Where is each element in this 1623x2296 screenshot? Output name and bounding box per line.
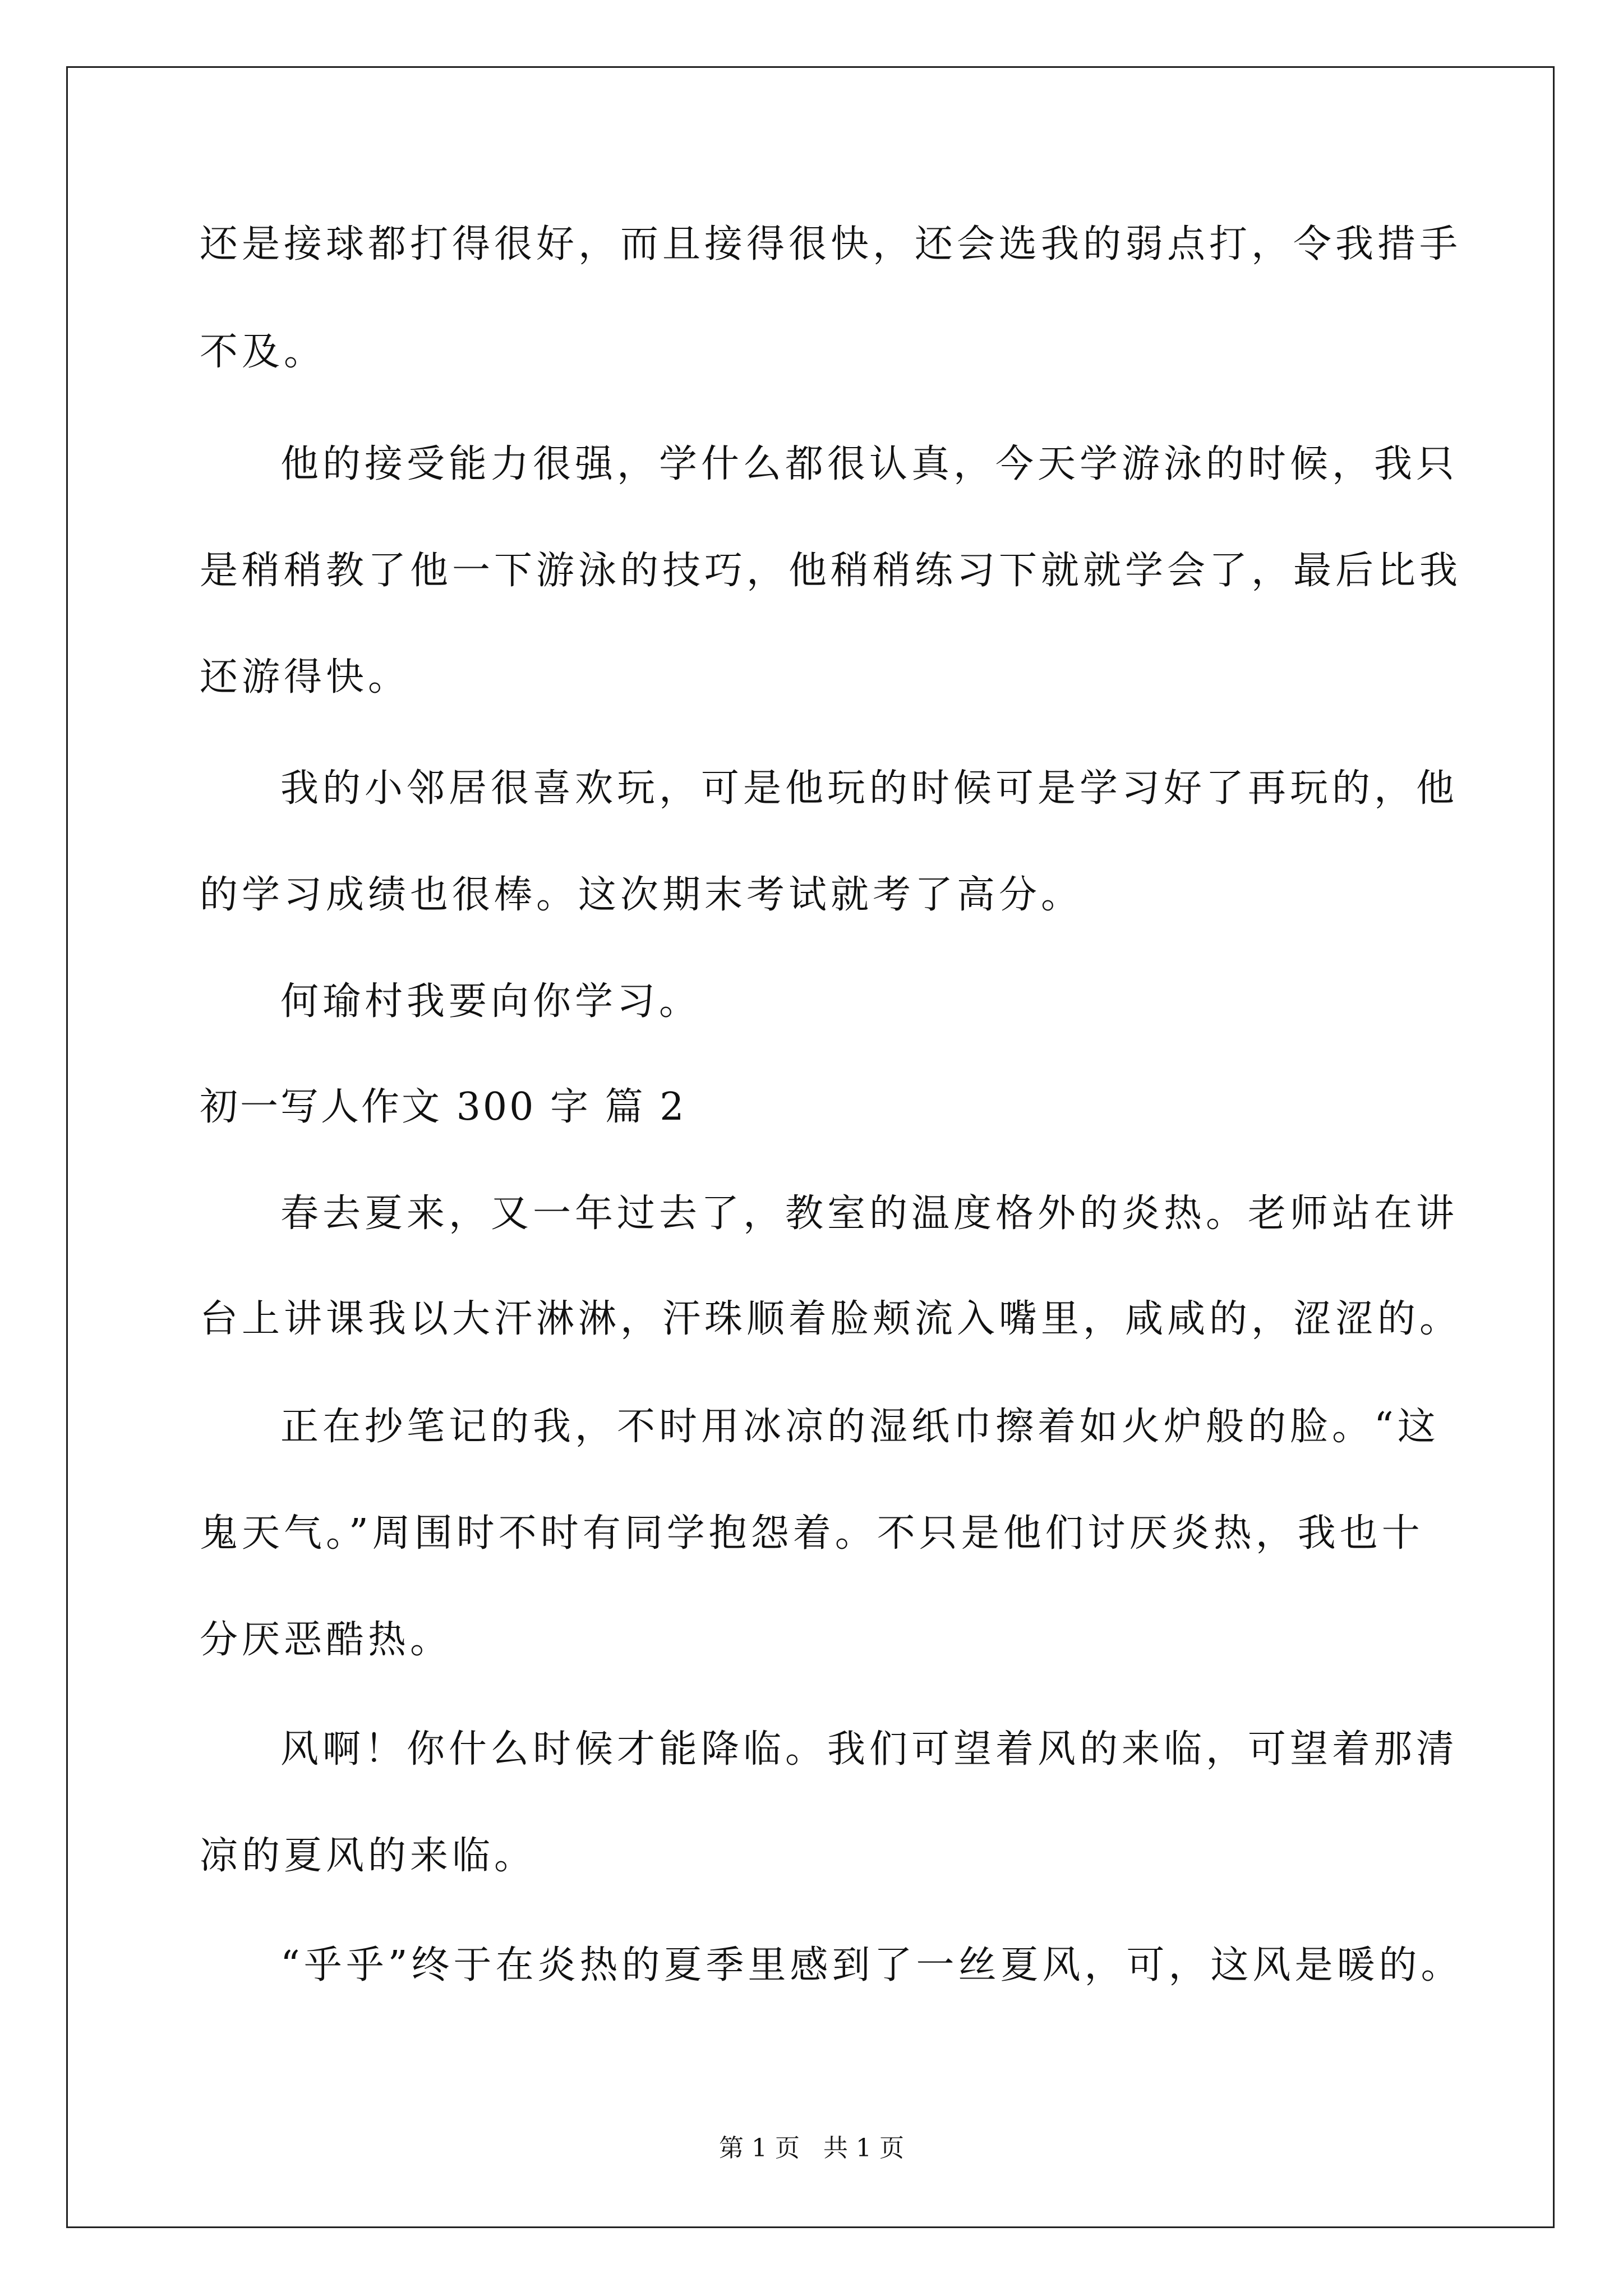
text-line: 风啊！你什么时候才能降临。我们可望着风的来临，可望着那清	[280, 1727, 1459, 1772]
text-line: 是稍稍教了他一下游泳的技巧，他稍稍练习下就就学会了，最后比我	[200, 549, 1462, 593]
text-line: “乎乎”终于在炎热的夏季里感到了一丝夏风，可，这风是暖的。	[280, 1943, 1463, 1987]
section-heading: 初一写人作文 300 字 篇 2	[200, 1085, 686, 1129]
page-footer	[0, 2136, 1623, 2161]
text-line: 他的接受能力很强，学什么都很认真，今天学游泳的时候，我只	[280, 442, 1459, 486]
text-line: 还游得快。	[200, 655, 411, 700]
text-line: 凉的夏风的来临。	[200, 1834, 537, 1878]
total-pages-label: 共 1 页	[823, 2134, 904, 2162]
current-page-label: 第 1 页	[719, 2134, 800, 2162]
text-line: 春去夏来，又一年过去了，教室的温度格外的炎热。老师站在讲	[280, 1191, 1459, 1236]
text-line: 我的小邻居很喜欢玩，可是他玩的时候可是学习好了再玩的，他	[280, 766, 1459, 811]
text-line: 鬼天气。”周围时不时有同学抱怨着。不只是他们讨厌炎热，我也十	[200, 1511, 1424, 1556]
text-line: 正在抄笔记的我，不时用冰凉的湿纸巾擦着如火炉般的脸。“这	[280, 1405, 1440, 1449]
page-border	[66, 66, 1555, 2228]
text-line: 何瑜村我要向你学习。	[280, 979, 702, 1024]
text-line: 不及。	[200, 330, 326, 374]
text-line: 台上讲课我以大汗淋淋，汗珠顺着脸颊流入嘴里，咸咸的，涩涩的。	[200, 1297, 1462, 1341]
text-line: 的学习成绩也很棒。这次期末考试就考了高分。	[200, 873, 1083, 917]
text-line: 分厌恶酷热。	[200, 1618, 453, 1662]
text-line: 还是接球都打得很好，而且接得很快，还会选我的弱点打，令我措手	[200, 222, 1462, 266]
